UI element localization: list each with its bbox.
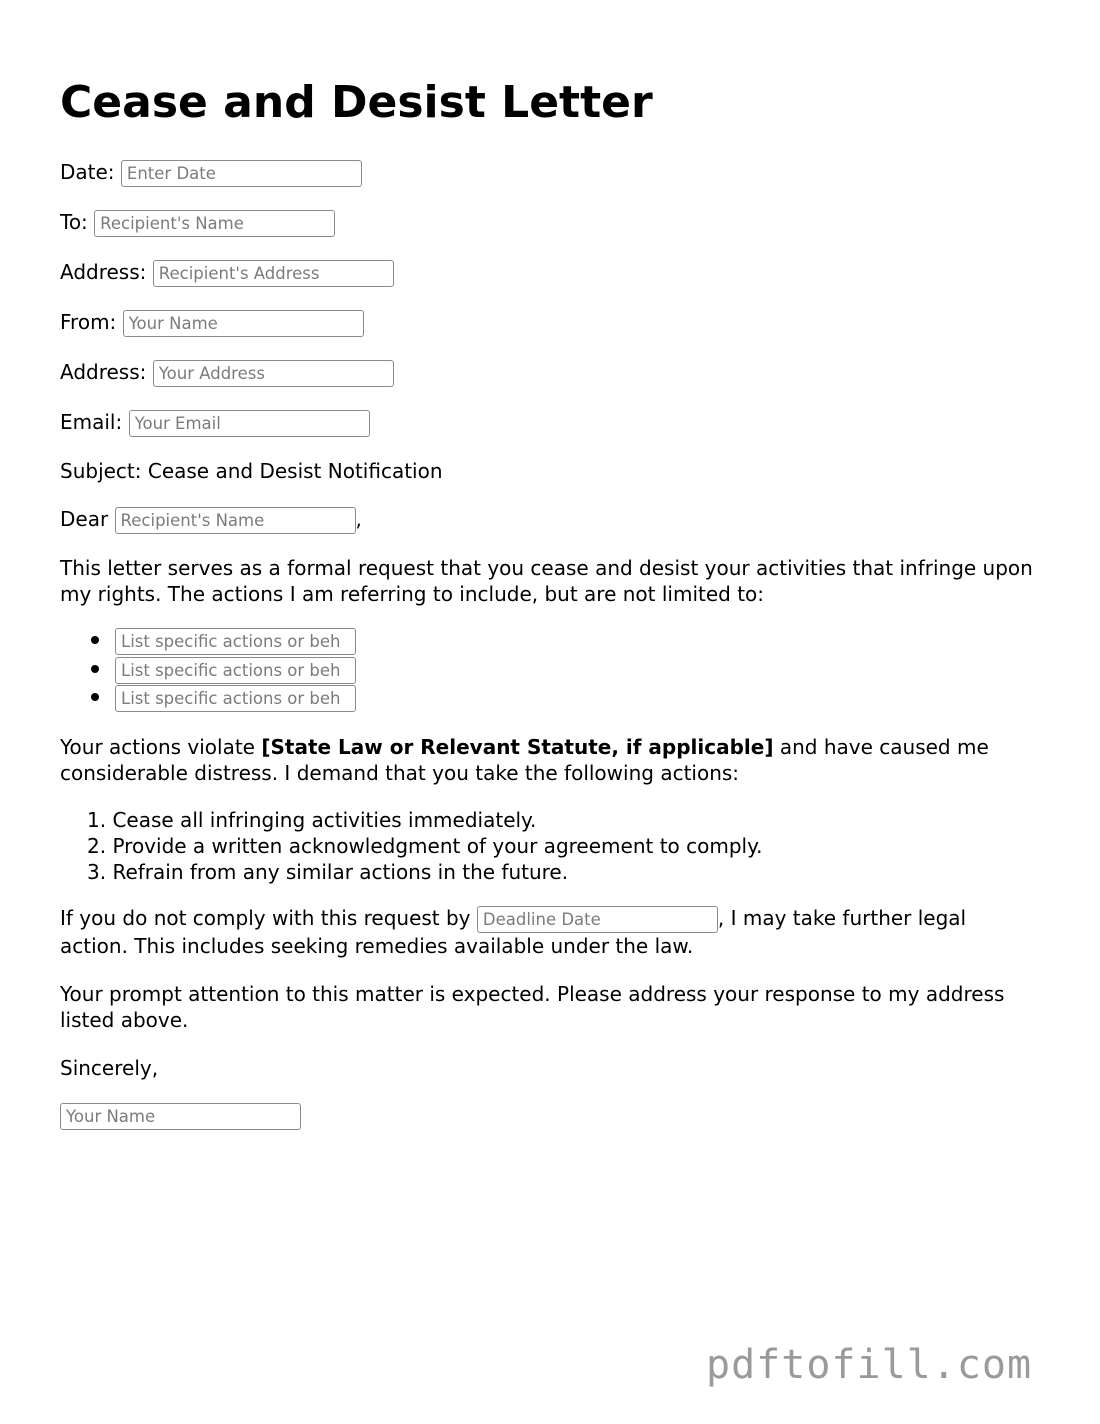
signature-name-input[interactable] <box>60 1103 301 1130</box>
sender-address-row <box>60 358 394 387</box>
bullet-icon <box>91 693 99 701</box>
to-label: To: <box>60 210 88 234</box>
date-label: Date: <box>60 160 115 184</box>
deadline-text-after: , I may take further legal action. This includes seeking remedies available under the law. <box>60 906 967 958</box>
from-row <box>60 308 364 337</box>
demand-text: Cease all infringing activities immediately. <box>112 808 537 832</box>
recipient-name-input[interactable] <box>94 210 335 237</box>
intro-paragraph: This letter serves as a formal request that you cease and desist your activities that infringe upon my rights. The actions I am referring to include, but are not limited to: <box>60 556 1033 606</box>
subject-line: Subject: Cease and Desist Notification <box>60 459 443 483</box>
page-title: Cease and Desist Letter <box>60 77 653 128</box>
email-label: Email: <box>60 410 123 434</box>
demand-text: Provide a written acknowledgment of your agreement to comply. <box>112 834 763 858</box>
demand-text: Refrain from any similar actions in the future. <box>112 860 569 884</box>
salutation-prefix: Dear <box>60 507 109 531</box>
sender-address-label: Address: <box>60 360 147 384</box>
closing-paragraph: Your prompt attention to this matter is expected. Please address your response to my address listed above. <box>60 982 1005 1032</box>
violation-paragraph <box>60 734 1040 786</box>
list-item: 3. Refrain from any similar actions in the future. <box>87 860 569 884</box>
sender-name-input[interactable] <box>123 310 364 337</box>
to-row <box>60 208 335 237</box>
bullet-icon <box>91 665 99 673</box>
salutation <box>60 505 362 534</box>
deadline-date-input[interactable] <box>477 906 718 933</box>
date-input[interactable] <box>121 160 362 187</box>
list-item: 1. Cease all infringing activities immediately. <box>87 808 537 832</box>
action-input-2[interactable] <box>115 657 356 684</box>
from-label: From: <box>60 310 117 334</box>
violation-text-after: and have caused me considerable distress. I demand that you take the following actions: <box>60 735 989 785</box>
sign-off: Sincerely, <box>60 1056 159 1080</box>
bullet-icon <box>91 636 99 644</box>
demands-list <box>60 807 762 885</box>
deadline-paragraph <box>60 905 1040 960</box>
email-input[interactable] <box>129 410 370 437</box>
action-input-1[interactable] <box>115 628 356 655</box>
violation-text-before: Your actions violate <box>60 735 262 759</box>
date-row <box>60 158 362 187</box>
email-row <box>60 408 370 437</box>
statute-placeholder: [State Law or Relevant Statute, if applicable] <box>261 735 774 759</box>
salutation-comma: , <box>355 507 362 531</box>
list-item: 2. Provide a written acknowledgment of your agreement to comply. <box>87 834 763 858</box>
deadline-text-before: If you do not comply with this request by <box>60 906 477 930</box>
salutation-name-input[interactable] <box>115 507 356 534</box>
action-input-3[interactable] <box>115 685 356 712</box>
recipient-address-label: Address: <box>60 260 147 284</box>
sender-address-input[interactable] <box>153 360 394 387</box>
watermark: pdftofill.com <box>706 1342 1033 1388</box>
recipient-address-row <box>60 258 394 287</box>
signature-row <box>60 1101 301 1130</box>
recipient-address-input[interactable] <box>153 260 394 287</box>
